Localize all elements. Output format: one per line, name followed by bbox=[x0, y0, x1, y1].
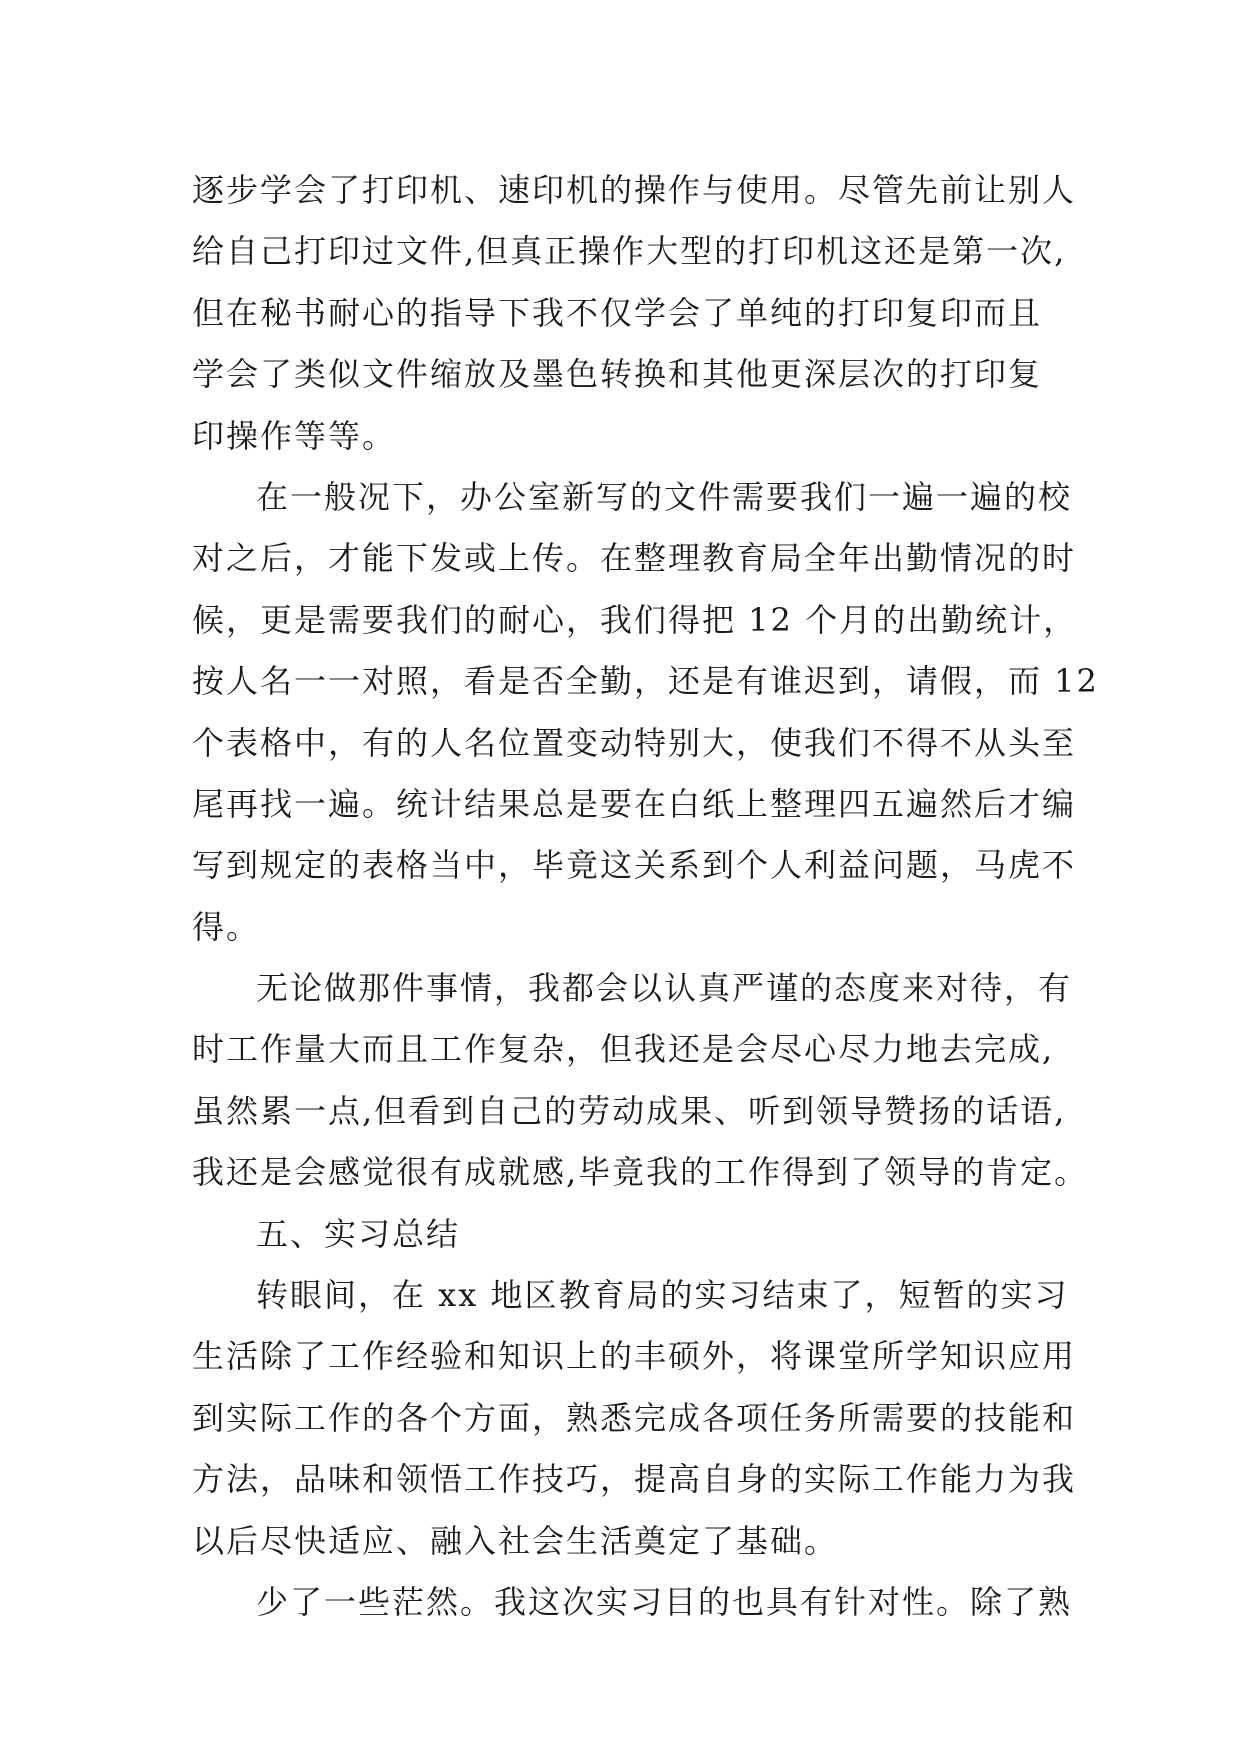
text-line: 时工作量大而且工作复杂，但我还是会尽心尽力地去完成, bbox=[192, 1030, 1055, 1069]
text-line: 学会了类似文件缩放及墨色转换和其他更深层次的打印复 bbox=[192, 355, 1043, 394]
text-line: 生活除了工作经验和知识上的丰硕外，将课堂所学知识应用 bbox=[192, 1337, 1077, 1376]
text-line: 尾再找一遍。统计结果总是要在白纸上整理四五遍然后才编 bbox=[192, 784, 1077, 823]
text-line: 但在秘书耐心的指导下我不仅学会了单纯的打印复印而且 bbox=[192, 293, 1043, 332]
section-heading: 五、实习总结 bbox=[256, 1214, 461, 1253]
paragraph-start-line: 无论做那件事情，我都会以认真严谨的态度来对待，有 bbox=[256, 969, 1073, 1008]
text-line: 我还是会感觉很有成就感,毕竟我的工作得到了领导的肯定。 bbox=[192, 1153, 1089, 1192]
text-line: 候，更是需要我们的耐心，我们得把 12 个月的出勤统计， bbox=[192, 600, 1078, 639]
text-line: 虽然累一点,但看到自己的劳动成果、听到领导赞扬的话语, bbox=[192, 1091, 1067, 1130]
text-line: 按人名一一对照，看是否全勤，还是有谁迟到，请假，而 12 bbox=[192, 662, 1099, 701]
text-line: 逐步学会了打印机、速印机的操作与使用。尽管先前让别人 bbox=[192, 171, 1077, 209]
paragraph-start-line: 在一般况下，办公室新写的文件需要我们一遍一遍的校 bbox=[256, 477, 1073, 516]
text-line: 给自己打印过文件,但真正操作大型的打印机这还是第一次, bbox=[192, 232, 1067, 271]
text-line: 个表格中，有的人名位置变动特别大，使我们不得不从头至 bbox=[192, 723, 1077, 762]
text-line: 写到规定的表格当中，毕竟这关系到个人利益问题，马虎不 bbox=[192, 846, 1077, 885]
text-line: 印操作等等。 bbox=[192, 416, 397, 455]
body-text bbox=[192, 160, 1099, 1633]
text-line: 对之后，才能下发或上传。在整理教育局全年出勤情况的时 bbox=[192, 539, 1077, 578]
text-line: 到实际工作的各个方面，熟悉完成各项任务所需要的技能和 bbox=[192, 1398, 1077, 1437]
text-line: 得。 bbox=[192, 907, 261, 946]
paragraph-start-line: 转眼间，在 xx 地区教育局的实习结束了，短暂的实习 bbox=[256, 1276, 1069, 1315]
text-line: 以后尽快适应、融入社会生活奠定了基础。 bbox=[192, 1521, 839, 1560]
text-line: 方法，品味和领悟工作技巧，提高自身的实际工作能力为我 bbox=[192, 1460, 1077, 1499]
paragraph-start-line: 少了一些茫然。我这次实习目的也具有针对性。除了熟 bbox=[256, 1582, 1073, 1621]
